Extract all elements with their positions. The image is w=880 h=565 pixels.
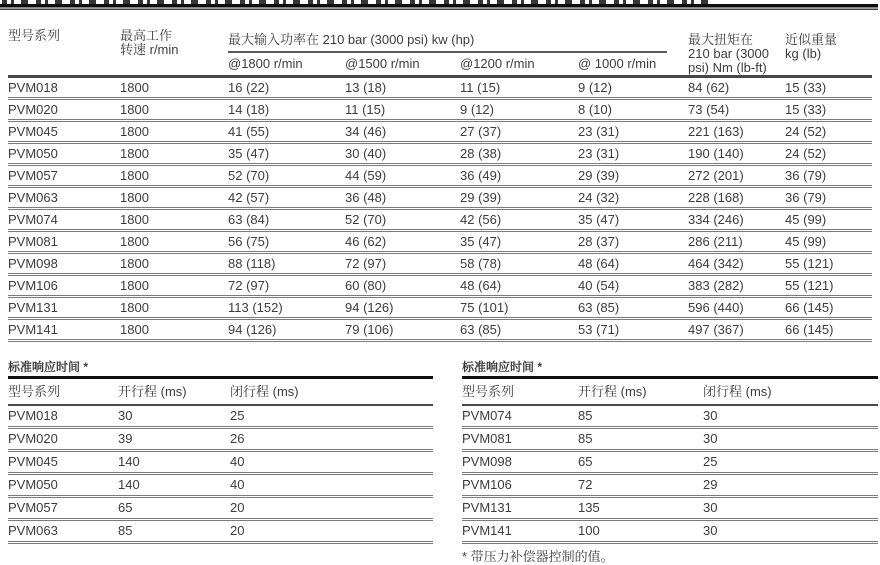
response-table-left-section xyxy=(8,360,433,544)
value-cell: 41 (55) xyxy=(228,124,270,139)
model-cell: PVM063 xyxy=(8,523,58,538)
table-row xyxy=(8,275,872,297)
torque-header-line1: 最大扭矩在 xyxy=(688,32,754,47)
value-cell: 20 xyxy=(230,500,245,515)
value-cell: 221 (163) xyxy=(688,124,744,139)
value-cell: 63 (85) xyxy=(460,322,502,337)
value-cell: 15 (33) xyxy=(785,102,827,117)
value-cell: 30 xyxy=(703,523,718,538)
value-cell: 84 (62) xyxy=(688,80,730,95)
value-cell: 85 xyxy=(578,408,593,423)
table-row xyxy=(8,165,872,187)
model-cell: PVM063 xyxy=(8,190,58,205)
model-cell: PVM098 xyxy=(8,256,58,271)
value-cell: 25 xyxy=(230,408,245,423)
value-cell: 24 (52) xyxy=(785,124,827,139)
col-header-torque xyxy=(688,26,785,77)
value-cell: 75 (101) xyxy=(460,300,509,315)
model-cell: PVM141 xyxy=(462,523,512,538)
table-row xyxy=(8,405,433,428)
model-cell: PVM045 xyxy=(8,124,58,139)
value-cell: 29 (39) xyxy=(578,168,620,183)
response-right-col-close: 闭行程 (ms) xyxy=(703,384,772,399)
value-cell: 36 (79) xyxy=(785,190,827,205)
model-cell: PVM050 xyxy=(8,477,58,492)
value-cell: 135 xyxy=(578,500,600,515)
table-row xyxy=(8,497,433,520)
model-cell: PVM074 xyxy=(8,212,58,227)
model-cell: PVM057 xyxy=(8,168,58,183)
value-cell: 55 (121) xyxy=(785,256,834,271)
col-header-rpm-1800: @1800 r/min xyxy=(228,56,303,71)
value-cell: 1800 xyxy=(120,322,149,337)
value-cell: 190 (140) xyxy=(688,146,744,161)
weight-header-line1: 近似重量 xyxy=(785,32,838,47)
value-cell: 272 (201) xyxy=(688,168,744,183)
value-cell: 1800 xyxy=(120,80,149,95)
value-cell: 113 (152) xyxy=(228,300,283,315)
value-cell: 1800 xyxy=(120,102,149,117)
value-cell: 100 xyxy=(578,523,600,538)
value-cell: 464 (342) xyxy=(688,256,744,271)
value-cell: 1800 xyxy=(120,124,149,139)
value-cell: 29 xyxy=(703,477,718,492)
value-cell: 72 (97) xyxy=(228,278,270,293)
value-cell: 72 xyxy=(578,477,593,492)
model-cell: PVM081 xyxy=(8,234,58,249)
table-row xyxy=(462,451,878,474)
table-row xyxy=(8,297,872,319)
table-row xyxy=(8,209,872,231)
response-left-col-open: 开行程 (ms) xyxy=(118,384,187,399)
model-cell: PVM018 xyxy=(8,80,58,95)
response-left-header xyxy=(8,379,433,405)
value-cell: 72 (97) xyxy=(345,256,387,271)
value-cell: 94 (126) xyxy=(228,322,277,337)
value-cell: 28 (37) xyxy=(578,234,620,249)
value-cell: 45 (99) xyxy=(785,212,827,227)
value-cell: 48 (64) xyxy=(578,256,620,271)
value-cell: 1800 xyxy=(120,234,149,249)
response-right-col-open: 开行程 (ms) xyxy=(578,384,647,399)
value-cell: 140 xyxy=(118,477,140,492)
value-cell: 25 xyxy=(703,454,718,469)
response-right-col-model: 型号系列 xyxy=(462,384,515,399)
value-cell: 42 (57) xyxy=(228,190,270,205)
value-cell: 24 (52) xyxy=(785,146,827,161)
model-cell: PVM018 xyxy=(8,408,58,423)
table-row xyxy=(8,231,872,253)
value-cell: 30 (40) xyxy=(345,146,387,161)
value-cell: 497 (367) xyxy=(688,322,744,337)
value-cell: 48 (64) xyxy=(460,278,502,293)
value-cell: 63 (84) xyxy=(228,212,270,227)
table-row xyxy=(8,187,872,209)
value-cell: 596 (440) xyxy=(688,300,744,315)
model-cell: PVM131 xyxy=(8,300,58,315)
value-cell: 9 (12) xyxy=(460,102,494,117)
value-cell: 35 (47) xyxy=(460,234,502,249)
value-cell: 35 (47) xyxy=(578,212,620,227)
response-table-left xyxy=(8,379,433,544)
value-cell: 383 (282) xyxy=(688,278,744,293)
table-row xyxy=(8,143,872,165)
value-cell: 73 (54) xyxy=(688,102,730,117)
value-cell: 40 xyxy=(230,454,245,469)
response-left-col-model: 型号系列 xyxy=(8,384,61,399)
value-cell: 63 (85) xyxy=(578,300,620,315)
value-cell: 66 (145) xyxy=(785,300,834,315)
model-cell: PVM020 xyxy=(8,102,58,117)
performance-table-body xyxy=(8,77,872,341)
value-cell: 65 xyxy=(118,500,133,515)
col-header-power-group xyxy=(228,26,688,53)
table-row xyxy=(462,474,878,497)
value-cell: 286 (211) xyxy=(688,234,743,249)
model-cell: PVM045 xyxy=(8,454,58,469)
value-cell: 94 (126) xyxy=(345,300,394,315)
value-cell: 60 (80) xyxy=(345,278,387,293)
model-cell: PVM106 xyxy=(8,278,58,293)
response-right-header xyxy=(462,379,878,405)
value-cell: 15 (33) xyxy=(785,80,827,95)
response-left-title: 标准响应时间 * xyxy=(8,360,433,379)
value-cell: 40 xyxy=(230,477,245,492)
value-cell: 52 (70) xyxy=(228,168,270,183)
value-cell: 35 (47) xyxy=(228,146,270,161)
value-cell: 30 xyxy=(703,431,718,446)
response-left-body xyxy=(8,405,433,543)
value-cell: 30 xyxy=(703,500,718,515)
response-table-right-section xyxy=(462,360,878,565)
value-cell: 79 (106) xyxy=(345,322,394,337)
value-cell: 30 xyxy=(118,408,133,423)
table-row xyxy=(8,474,433,497)
value-cell: 85 xyxy=(578,431,593,446)
value-cell: 1800 xyxy=(120,190,149,205)
value-cell: 52 (70) xyxy=(345,212,387,227)
value-cell: 65 xyxy=(578,454,593,469)
value-cell: 20 xyxy=(230,523,245,538)
table-row xyxy=(462,520,878,543)
speed-header-line2: 转速 r/min xyxy=(120,42,179,57)
model-cell: PVM106 xyxy=(462,477,512,492)
table-row xyxy=(8,121,872,143)
value-cell: 140 xyxy=(118,454,140,469)
model-cell: PVM098 xyxy=(462,454,512,469)
speed-header-line1: 最高工作 xyxy=(120,28,173,43)
col-header-speed xyxy=(120,26,228,77)
table-row xyxy=(8,99,872,121)
value-cell: 1800 xyxy=(120,212,149,227)
value-cell: 8 (10) xyxy=(578,102,612,117)
value-cell: 56 (75) xyxy=(228,234,270,249)
model-cell: PVM141 xyxy=(8,322,58,337)
value-cell: 24 (32) xyxy=(578,190,620,205)
value-cell: 34 (46) xyxy=(345,124,387,139)
value-cell: 36 (49) xyxy=(460,168,502,183)
table-row xyxy=(8,319,872,341)
value-cell: 39 xyxy=(118,431,133,446)
value-cell: 11 (15) xyxy=(460,80,501,95)
power-group-label: 最大输入功率在 210 bar (3000 psi) kw (hp) xyxy=(228,32,667,53)
torque-header-line3: psi) Nm (lb-ft) xyxy=(688,60,767,75)
table-row xyxy=(8,253,872,275)
value-cell: 23 (31) xyxy=(578,124,620,139)
response-right-body xyxy=(462,405,878,543)
col-header-weight xyxy=(785,26,872,77)
table-row xyxy=(462,497,878,520)
value-cell: 45 (99) xyxy=(785,234,827,249)
value-cell: 30 xyxy=(703,408,718,423)
value-cell: 88 (118) xyxy=(228,256,276,271)
performance-table-header xyxy=(8,26,872,77)
model-cell: PVM057 xyxy=(8,500,58,515)
value-cell: 36 (79) xyxy=(785,168,827,183)
value-cell: 1800 xyxy=(120,256,149,271)
col-header-rpm-1500: @1500 r/min xyxy=(345,56,420,71)
table-row xyxy=(462,428,878,451)
value-cell: 29 (39) xyxy=(460,190,502,205)
value-cell: 46 (62) xyxy=(345,234,387,249)
value-cell: 23 (31) xyxy=(578,146,620,161)
value-cell: 53 (71) xyxy=(578,322,620,337)
value-cell: 66 (145) xyxy=(785,322,834,337)
value-cell: 9 (12) xyxy=(578,80,612,95)
value-cell: 36 (48) xyxy=(345,190,387,205)
value-cell: 85 xyxy=(118,523,133,538)
section-divider-rule xyxy=(0,4,878,10)
model-cell: PVM074 xyxy=(462,408,512,423)
torque-header-line2: 210 bar (3000 xyxy=(688,46,769,61)
table-row xyxy=(8,77,872,99)
value-cell: 1800 xyxy=(120,300,149,315)
col-header-rpm-1200: @1200 r/min xyxy=(460,56,535,71)
value-cell: 44 (59) xyxy=(345,168,387,183)
col-header-model xyxy=(8,26,120,77)
value-cell: 16 (22) xyxy=(228,80,270,95)
value-cell: 13 (18) xyxy=(345,80,387,95)
value-cell: 228 (168) xyxy=(688,190,744,205)
value-cell: 1800 xyxy=(120,278,149,293)
table-row xyxy=(8,520,433,543)
table-row xyxy=(462,405,878,428)
col-header-model-label: 型号系列 xyxy=(8,28,61,43)
value-cell: 14 (18) xyxy=(228,102,270,117)
value-cell: 58 (78) xyxy=(460,256,502,271)
table-row xyxy=(8,428,433,451)
model-cell: PVM131 xyxy=(462,500,512,515)
response-table-right xyxy=(462,379,878,544)
response-right-title: 标准响应时间 * xyxy=(462,360,878,379)
value-cell: 40 (54) xyxy=(578,278,620,293)
pressure-compensator-footnote: * 带压力补偿器控制的值。 xyxy=(462,549,614,564)
col-header-rpm-1000: @ 1000 r/min xyxy=(578,56,657,71)
weight-header-line2: kg (lb) xyxy=(785,46,822,61)
response-left-col-close: 闭行程 (ms) xyxy=(230,384,299,399)
value-cell: 1800 xyxy=(120,168,149,183)
table-row xyxy=(8,451,433,474)
model-cell: PVM081 xyxy=(462,431,512,446)
value-cell: 55 (121) xyxy=(785,278,834,293)
value-cell: 334 (246) xyxy=(688,212,744,227)
value-cell: 42 (56) xyxy=(460,212,502,227)
model-cell: PVM020 xyxy=(8,431,58,446)
value-cell: 26 xyxy=(230,431,245,446)
value-cell: 27 (37) xyxy=(460,124,502,139)
value-cell: 28 (38) xyxy=(460,146,502,161)
model-cell: PVM050 xyxy=(8,146,58,161)
performance-table xyxy=(8,26,872,342)
value-cell: 11 (15) xyxy=(345,102,386,117)
value-cell: 1800 xyxy=(120,146,149,161)
